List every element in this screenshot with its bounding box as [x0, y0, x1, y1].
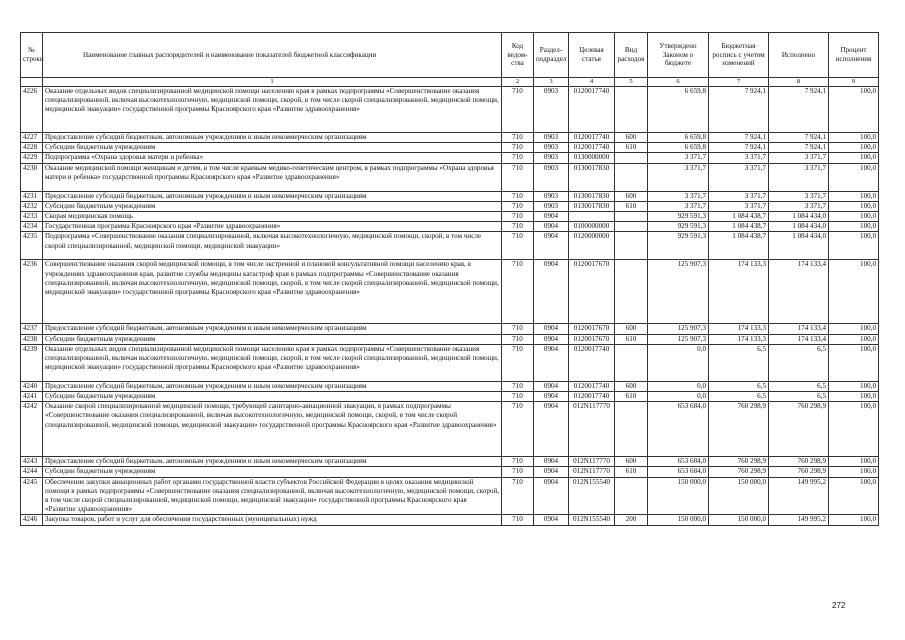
row-number: 4226	[21, 87, 43, 133]
expense-kind-code	[615, 163, 648, 191]
header-row	[21, 33, 879, 78]
dept-code: 710	[502, 260, 534, 324]
row-number: 4232	[21, 201, 43, 211]
section-code: 0904	[534, 212, 569, 222]
approved-amount: 125 907,3	[648, 334, 709, 344]
row-number: 4237	[21, 324, 43, 334]
revised-amount: 174 133,3	[709, 260, 769, 324]
executed-amount: 7 924,1	[769, 143, 829, 153]
execution-percent: 100,0	[829, 143, 879, 153]
target-item-code: 012N117770	[569, 402, 615, 457]
row-number: 4239	[21, 344, 43, 381]
dept-code: 710	[502, 467, 534, 477]
revised-amount: 7 924,1	[709, 87, 769, 133]
item-name: Субсидии бюджетным учреждениям	[43, 392, 502, 402]
row-number: 4233	[21, 212, 43, 222]
revised-amount: 6,5	[709, 381, 769, 391]
table-row	[21, 201, 879, 211]
target-item-code: 012N117770	[569, 457, 615, 467]
executed-amount: 760 298,9	[769, 467, 829, 477]
item-name: Оказание отдельных видов специализированной медицинской помощи населению края в рамках подпрограммы «Совершенствование оказания специализированной, включая высокотехнологичную, медицинской помощи, скорой, в том числе скорой специализированной, медицинской помощи, медицинской эвакуации» государственной программы Красноярского края «Развитие здравоохранения»	[43, 87, 502, 133]
row-number: 4235	[21, 232, 43, 260]
target-item-code: 012N155540	[569, 477, 615, 515]
row-number: 4240	[21, 381, 43, 391]
item-name: Скорая медицинская помощь	[43, 212, 502, 222]
approved-amount: 653 684,0	[648, 402, 709, 457]
section-code: 0904	[534, 260, 569, 324]
expense-kind-code: 600	[615, 324, 648, 334]
target-item-code: 0120017740	[569, 133, 615, 143]
budget-table	[20, 32, 879, 526]
dept-code: 710	[502, 392, 534, 402]
item-name: Предоставление субсидий бюджетным, автономным учреждениям и иным некоммерческим организациям	[43, 381, 502, 391]
target-item-code: 0100000000	[569, 222, 615, 232]
row-number: 4231	[21, 191, 43, 201]
execution-percent: 100,0	[829, 477, 879, 515]
row-number: 4244	[21, 467, 43, 477]
executed-amount: 149 995,2	[769, 477, 829, 515]
execution-percent: 100,0	[829, 467, 879, 477]
item-name: Предоставление субсидий бюджетным, автономным учреждениям и иным некоммерческим организациям	[43, 133, 502, 143]
section-code: 0903	[534, 143, 569, 153]
revised-amount: 760 298,9	[709, 467, 769, 477]
header-target-item: Целевая статья	[569, 33, 615, 78]
expense-kind-code	[615, 344, 648, 381]
table-row	[21, 334, 879, 344]
row-number: 4245	[21, 477, 43, 515]
header-section: Раздел-подраздел	[534, 33, 569, 78]
dept-code: 710	[502, 133, 534, 143]
expense-kind-code: 610	[615, 392, 648, 402]
section-code: 0903	[534, 191, 569, 201]
revised-amount: 7 924,1	[709, 143, 769, 153]
expense-kind-code	[615, 260, 648, 324]
header-row-number: № строки	[21, 33, 43, 78]
executed-amount: 6,5	[769, 381, 829, 391]
target-item-code	[569, 212, 615, 222]
expense-kind-code	[615, 232, 648, 260]
target-item-code: 012N155540	[569, 515, 615, 525]
dept-code: 710	[502, 515, 534, 525]
item-name: Совершенствование оказания скорой медицинской помощи, в том числе экстренной и плановой консультативной помощи населению края, в учреждениях здравоохранения края, развитие службы медицины катастроф края в рамках подпрограммы «Совершенствование оказания специализированной, включая высокотехнологичную, медицинской помощи, скорой, в том числе скорой специализированной, медицинской помощи, медицинской эвакуации» государственной программы Красноярского края «Развитие здравоохранения»	[43, 260, 502, 324]
row-number: 4238	[21, 334, 43, 344]
table-row	[21, 344, 879, 381]
execution-percent: 100,0	[829, 515, 879, 525]
revised-amount: 150 000,0	[709, 477, 769, 515]
item-name: Субсидии бюджетным учреждениям	[43, 467, 502, 477]
target-item-code: 0120000000	[569, 232, 615, 260]
approved-amount: 6 659,8	[648, 133, 709, 143]
expense-kind-code	[615, 222, 648, 232]
execution-percent: 100,0	[829, 163, 879, 191]
executed-amount: 1 084 434,0	[769, 212, 829, 222]
execution-percent: 100,0	[829, 457, 879, 467]
executed-amount: 1 084 434,0	[769, 232, 829, 260]
execution-percent: 100,0	[829, 381, 879, 391]
expense-kind-code	[615, 477, 648, 515]
expense-kind-code: 610	[615, 334, 648, 344]
table-row	[21, 467, 879, 477]
section-code: 0903	[534, 163, 569, 191]
executed-amount: 174 133,4	[769, 334, 829, 344]
table-row	[21, 381, 879, 391]
section-code: 0904	[534, 402, 569, 457]
execution-percent: 100,0	[829, 153, 879, 163]
revised-amount: 3 371,7	[709, 201, 769, 211]
row-number: 4229	[21, 153, 43, 163]
table-row	[21, 477, 879, 515]
section-code: 0904	[534, 457, 569, 467]
section-code: 0904	[534, 222, 569, 232]
section-code: 0904	[534, 515, 569, 525]
item-name: Предоставление субсидий бюджетным, автономным учреждениям и иным некоммерческим организациям	[43, 457, 502, 467]
approved-amount: 0,0	[648, 344, 709, 381]
item-name: Субсидии бюджетным учреждениям	[43, 201, 502, 211]
executed-amount: 3 371,7	[769, 163, 829, 191]
table-row	[21, 222, 879, 232]
executed-amount: 3 371,7	[769, 191, 829, 201]
section-code: 0904	[534, 392, 569, 402]
table-row	[21, 457, 879, 467]
target-item-code: 0130017830	[569, 163, 615, 191]
executed-amount: 7 924,1	[769, 87, 829, 133]
section-code: 0903	[534, 87, 569, 133]
revised-amount: 174 133,3	[709, 324, 769, 334]
execution-percent: 100,0	[829, 222, 879, 232]
table-row	[21, 232, 879, 260]
target-item-code: 0130017830	[569, 191, 615, 201]
execution-percent: 100,0	[829, 402, 879, 457]
target-item-code: 0120017740	[569, 143, 615, 153]
executed-amount: 1 084 434,0	[769, 222, 829, 232]
revised-amount: 760 298,9	[709, 457, 769, 467]
approved-amount: 150 000,0	[648, 515, 709, 525]
header-percent: Процент исполнения	[829, 33, 879, 78]
table-row	[21, 324, 879, 334]
expense-kind-code	[615, 402, 648, 457]
column-number: 1	[43, 78, 502, 87]
row-number: 4236	[21, 260, 43, 324]
revised-amount: 760 298,9	[709, 402, 769, 457]
dept-code: 710	[502, 191, 534, 201]
column-number: 3	[534, 78, 569, 87]
approved-amount: 3 371,7	[648, 153, 709, 163]
row-number: 4243	[21, 457, 43, 467]
section-code: 0904	[534, 381, 569, 391]
item-name: Обеспечение закупки авиационных работ органами государственной власти субъектов Российской Федерации в целях оказания медицинской помощи в рамках подпрограммы «Совершенствование оказания специализированной, включая высокотехнологичную, медицинской помощи, скорой, в том числе скорой специализированной, медицинской помощи, медицинской эвакуации» государственной программы Красноярского края «Развитие здравоохранения»	[43, 477, 502, 515]
approved-amount: 653 684,0	[648, 457, 709, 467]
approved-amount: 929 591,3	[648, 212, 709, 222]
table-row	[21, 402, 879, 457]
dept-code: 710	[502, 402, 534, 457]
target-item-code: 0120017670	[569, 324, 615, 334]
target-item-code: 012N117770	[569, 467, 615, 477]
executed-amount: 3 371,7	[769, 201, 829, 211]
revised-amount: 6,5	[709, 344, 769, 381]
execution-percent: 100,0	[829, 392, 879, 402]
column-number	[21, 78, 43, 87]
table-row	[21, 392, 879, 402]
column-number: 5	[615, 78, 648, 87]
item-name: Закупка товаров, работ и услуг для обеспечения государственных (муниципальных) нужд	[43, 515, 502, 525]
executed-amount: 174 133,4	[769, 260, 829, 324]
header-expense-kind: Вид расходов	[615, 33, 648, 78]
row-number: 4227	[21, 133, 43, 143]
column-number: 8	[769, 78, 829, 87]
execution-percent: 100,0	[829, 133, 879, 143]
expense-kind-code: 600	[615, 191, 648, 201]
table-row	[21, 153, 879, 163]
execution-percent: 100,0	[829, 334, 879, 344]
section-code: 0903	[534, 153, 569, 163]
revised-amount: 3 371,7	[709, 163, 769, 191]
column-number: 6	[648, 78, 709, 87]
dept-code: 710	[502, 143, 534, 153]
table-row	[21, 191, 879, 201]
executed-amount: 6,5	[769, 392, 829, 402]
target-item-code: 0120017740	[569, 87, 615, 133]
approved-amount: 125 907,3	[648, 260, 709, 324]
target-item-code: 0130000000	[569, 153, 615, 163]
row-number: 4234	[21, 222, 43, 232]
revised-amount: 1 084 438,7	[709, 222, 769, 232]
execution-percent: 100,0	[829, 191, 879, 201]
row-number: 4230	[21, 163, 43, 191]
revised-amount: 6,5	[709, 392, 769, 402]
header-name: Наименование главных распорядителей и наименование показателей бюджетной классификации	[43, 33, 502, 78]
approved-amount: 929 591,3	[648, 222, 709, 232]
expense-kind-code: 600	[615, 457, 648, 467]
header-approved: Утверждено Законом о бюджете	[648, 33, 709, 78]
approved-amount: 653 684,0	[648, 467, 709, 477]
item-name: Предоставление субсидий бюджетным, автономным учреждениям и иным некоммерческим организациям	[43, 191, 502, 201]
row-number: 4241	[21, 392, 43, 402]
header-dept-code: Код ведом-ства	[502, 33, 534, 78]
executed-amount: 6,5	[769, 344, 829, 381]
dept-code: 710	[502, 232, 534, 260]
dept-code: 710	[502, 87, 534, 133]
page-number: 272	[832, 601, 846, 610]
expense-kind-code: 610	[615, 467, 648, 477]
revised-amount: 1 084 438,7	[709, 232, 769, 260]
section-code: 0904	[534, 467, 569, 477]
target-item-code: 0130017830	[569, 201, 615, 211]
table-body	[21, 87, 879, 526]
revised-amount: 150 000,0	[709, 515, 769, 525]
execution-percent: 100,0	[829, 344, 879, 381]
expense-kind-code: 610	[615, 143, 648, 153]
revised-amount: 3 371,7	[709, 153, 769, 163]
item-name: Оказание медицинской помощи женщинам и детям, в том числе краевым медико-генетическим центром, в рамках подпрограммы «Охрана здоровья матери и ребенка» государственной программы Красноярского края «Развитие здравоохранения»	[43, 163, 502, 191]
revised-amount: 3 371,7	[709, 191, 769, 201]
budget-sheet	[20, 32, 879, 526]
expense-kind-code	[615, 87, 648, 133]
item-name: Оказание скорой специализированной медицинской помощи, требующей санитарно-авиационной эвакуации, в рамках подпрограммы «Совершенствование оказания специализированной, включая высокотехнологичную, медицинской помощи, скорой, в том числе скорой специализированной, медицинской помощи, медицинской эвакуации» государственной программы Красноярского края «Развитие здравоохранения»	[43, 402, 502, 457]
approved-amount: 3 371,7	[648, 201, 709, 211]
section-code: 0904	[534, 344, 569, 381]
dept-code: 710	[502, 381, 534, 391]
target-item-code: 0120017740	[569, 392, 615, 402]
section-code: 0903	[534, 133, 569, 143]
execution-percent: 100,0	[829, 260, 879, 324]
dept-code: 710	[502, 457, 534, 467]
dept-code: 710	[502, 344, 534, 381]
approved-amount: 929 591,3	[648, 232, 709, 260]
item-name: Государственная программа Красноярского края «Развитие здравоохранения»	[43, 222, 502, 232]
executed-amount: 3 371,7	[769, 153, 829, 163]
approved-amount: 125 907,3	[648, 324, 709, 334]
expense-kind-code: 600	[615, 133, 648, 143]
column-number: 9	[829, 78, 879, 87]
dept-code: 710	[502, 212, 534, 222]
target-item-code: 0120017670	[569, 260, 615, 324]
row-number: 4228	[21, 143, 43, 153]
header-revised: Бюджетная роспись с учетом изменений	[709, 33, 769, 78]
execution-percent: 100,0	[829, 212, 879, 222]
target-item-code: 0120017740	[569, 381, 615, 391]
header-executed: Исполнено	[769, 33, 829, 78]
expense-kind-code: 600	[615, 381, 648, 391]
item-name: Субсидии бюджетным учреждениям	[43, 143, 502, 153]
approved-amount: 0,0	[648, 392, 709, 402]
execution-percent: 100,0	[829, 201, 879, 211]
approved-amount: 3 371,7	[648, 191, 709, 201]
table-row	[21, 515, 879, 525]
dept-code: 710	[502, 201, 534, 211]
table-row	[21, 212, 879, 222]
section-code: 0904	[534, 324, 569, 334]
section-code: 0904	[534, 477, 569, 515]
section-code: 0904	[534, 232, 569, 260]
approved-amount: 6 659,8	[648, 143, 709, 153]
item-name: Подпрограмма «Совершенствование оказания специализированной, включая высокотехнологичную, медицинской помощи, скорой, в том числе скорой специализированной, медицинской помощи, медицинской эвакуации»	[43, 232, 502, 260]
table-row	[21, 133, 879, 143]
executed-amount: 174 133,4	[769, 324, 829, 334]
column-number: 4	[569, 78, 615, 87]
item-name: Предоставление субсидий бюджетным, автономным учреждениям и иным некоммерческим организациям	[43, 324, 502, 334]
dept-code: 710	[502, 222, 534, 232]
revised-amount: 174 133,3	[709, 334, 769, 344]
dept-code: 710	[502, 334, 534, 344]
table-row	[21, 87, 879, 133]
row-number: 4246	[21, 515, 43, 525]
table-row	[21, 143, 879, 153]
expense-kind-code: 200	[615, 515, 648, 525]
dept-code: 710	[502, 324, 534, 334]
target-item-code: 0120017670	[569, 334, 615, 344]
execution-percent: 100,0	[829, 87, 879, 133]
column-number-row	[21, 78, 879, 87]
target-item-code: 0120017740	[569, 344, 615, 381]
dept-code: 710	[502, 153, 534, 163]
executed-amount: 760 298,9	[769, 402, 829, 457]
expense-kind-code: 610	[615, 201, 648, 211]
expense-kind-code	[615, 153, 648, 163]
column-number: 2	[502, 78, 534, 87]
row-number: 4242	[21, 402, 43, 457]
table-row	[21, 260, 879, 324]
item-name: Оказание отдельных видов специализированной медицинской помощи населению края в рамках подпрограммы «Совершенствование оказания специализированной, включая высокотехнологичную, медицинской помощи, скорой, в том числе скорой специализированной, медицинской помощи, медицинской эвакуации» государственной программы Красноярского края «Развитие здравоохранения»	[43, 344, 502, 381]
revised-amount: 7 924,1	[709, 133, 769, 143]
execution-percent: 100,0	[829, 232, 879, 260]
approved-amount: 3 371,7	[648, 163, 709, 191]
approved-amount: 150 000,0	[648, 477, 709, 515]
revised-amount: 1 084 438,7	[709, 212, 769, 222]
section-code: 0903	[534, 201, 569, 211]
table-row	[21, 163, 879, 191]
execution-percent: 100,0	[829, 324, 879, 334]
dept-code: 710	[502, 163, 534, 191]
item-name: Субсидии бюджетным учреждениям	[43, 334, 502, 344]
executed-amount: 7 924,1	[769, 133, 829, 143]
column-number: 7	[709, 78, 769, 87]
dept-code: 710	[502, 477, 534, 515]
item-name: Подпрограмма «Охрана здоровья матери и ребенка»	[43, 153, 502, 163]
executed-amount: 149 995,2	[769, 515, 829, 525]
section-code: 0904	[534, 334, 569, 344]
executed-amount: 760 298,9	[769, 457, 829, 467]
expense-kind-code	[615, 212, 648, 222]
approved-amount: 6 659,8	[648, 87, 709, 133]
approved-amount: 0,0	[648, 381, 709, 391]
